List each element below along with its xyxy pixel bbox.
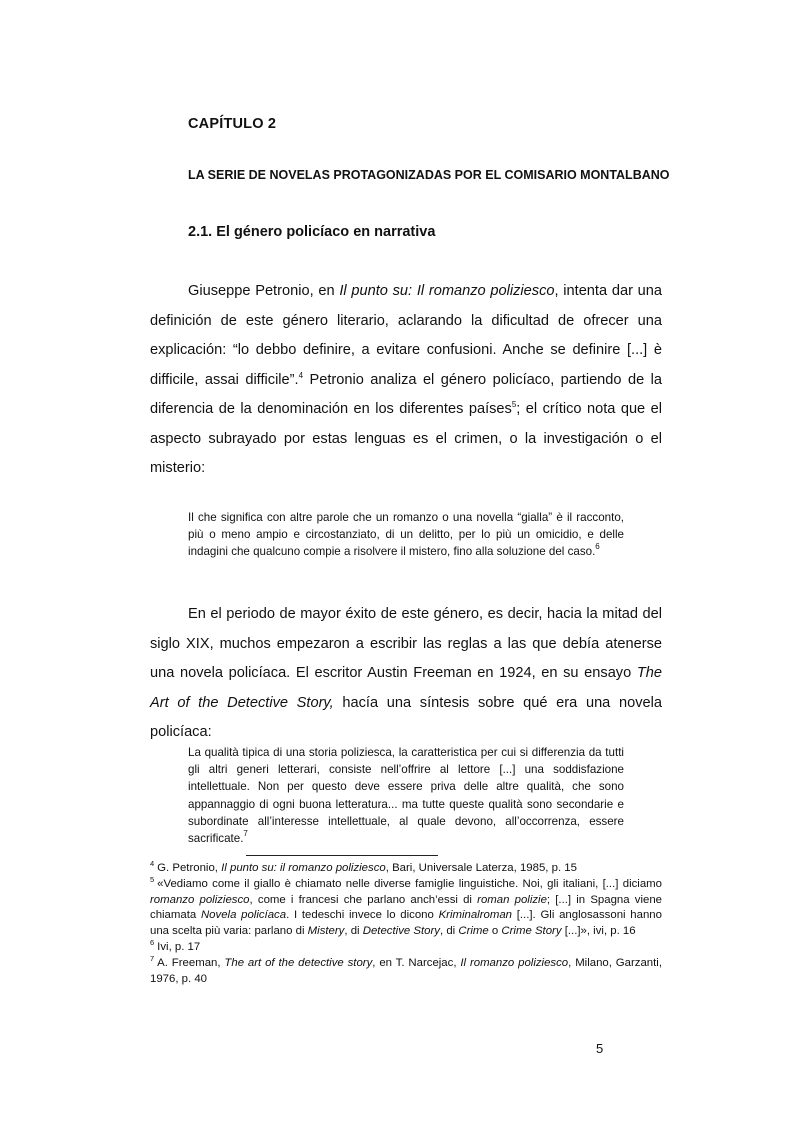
footnote-4: $^4$ G. Petronio, Il punto su: il romanzo poliziesco, Bari, Universale Laterza, 1985, p. 15 <box>150 859 577 874</box>
footnote-7: $^7$ A. Freeman, The art of the detective story, en T. Narcejac, Il romanzo poliziesco, Milano, Garzanti, 1976, p. 40 <box>150 953 662 985</box>
footnote-ref-6[interactable]: 6 <box>595 542 600 552</box>
page-number: 5 <box>596 1041 604 1056</box>
essay-title: The Art of the Detective Story, <box>150 665 662 711</box>
chapter-heading: CAPÍTULO 2 <box>188 116 277 132</box>
paragraph-1: Giuseppe Petronio, en Il punto su: Il romanzo poliziesco, intenta dar una definición de este género literario, aclarando la dificultad de ofrecer una explicación: “lo debbo definire, a evitare confusioni. Anche se definire [...] è difficile, assai difficile”.$^4$ Petronio analiza el género policíaco, partiendo de la diferencia de la denominación en los diferentes países$^5$; el crítico nota que el aspecto subrayado por estas lenguas es el crimen, o la investigación o el misterio: <box>150 283 663 476</box>
block-quote-2: La qualità tipica di una storia poliziesca, la caratteristica per cui si differenzia da tutti gli altri generi letterari, consiste nell’offrire al lettore [...] una soddisfazione intellettuale. Non per questo deve essere priva delle altre qualità, che sono appannaggio di ogni buona letteratura... ma tutte queste qualità sono secondarie e subordinate all’interesse intellettuale, al quale devono, all’occorrenza, essere sacrificate.$^7$ <box>188 746 624 846</box>
paragraph-2: En el periodo de mayor éxito de este género, es decir, hacia la mitad del siglo XIX, muchos empezaron a escribir las reglas a las que debía atenerse una novela policíaca. El escritor Austin Freeman en 1924, en su ensayo The Art of the Detective Story, hacía una síntesis sobre qué era una novela policíaca: <box>150 606 662 740</box>
footnote-separator <box>246 855 438 856</box>
footnote-ref-4[interactable]: 4 <box>298 370 304 380</box>
footnote-ref-7[interactable]: 7 <box>243 829 248 839</box>
footnotes <box>150 861 662 987</box>
footnote-5: $^5$ «Vediamo come il giallo è chiamato nelle diverse famiglie linguistiche. Noi, gli italiani, [...] diciamo romanzo poliziesco, come i francesi che parlano anch’essi di roman polizie; [...] in Spagna viene chiamata Novela policíaca. I tedeschi invece lo dicono Kriminalroman [...]. Gli anglosassoni hanno una scelta più varia: parlano di Mistery, di Detective Story, di Crime o Crime Story [...]», ivi, p. 16 <box>150 874 663 938</box>
footnote-6: $^6$ Ivi, p. 17 <box>150 937 201 953</box>
block-quote-1: Il che significa con altre parole che un romanzo o una novella “gialla” è il racconto, più o meno ampio e circostanziato, di un delitto, per lo più un omicidio, e delle indagini che qualcuno compie a risolvere il mistero, fino alla soluzione del caso.$^6$ <box>188 511 624 559</box>
book-title: Il punto su: Il romanzo poliziesco <box>339 283 555 299</box>
footnote-ref-5[interactable]: 5 <box>511 400 517 409</box>
section-heading: 2.1. El género policíaco en narrativa <box>188 224 436 240</box>
series-heading: LA SERIE DE NOVELAS PROTAGONIZADAS POR EL COMISARIO MONTALBANO <box>188 168 670 182</box>
